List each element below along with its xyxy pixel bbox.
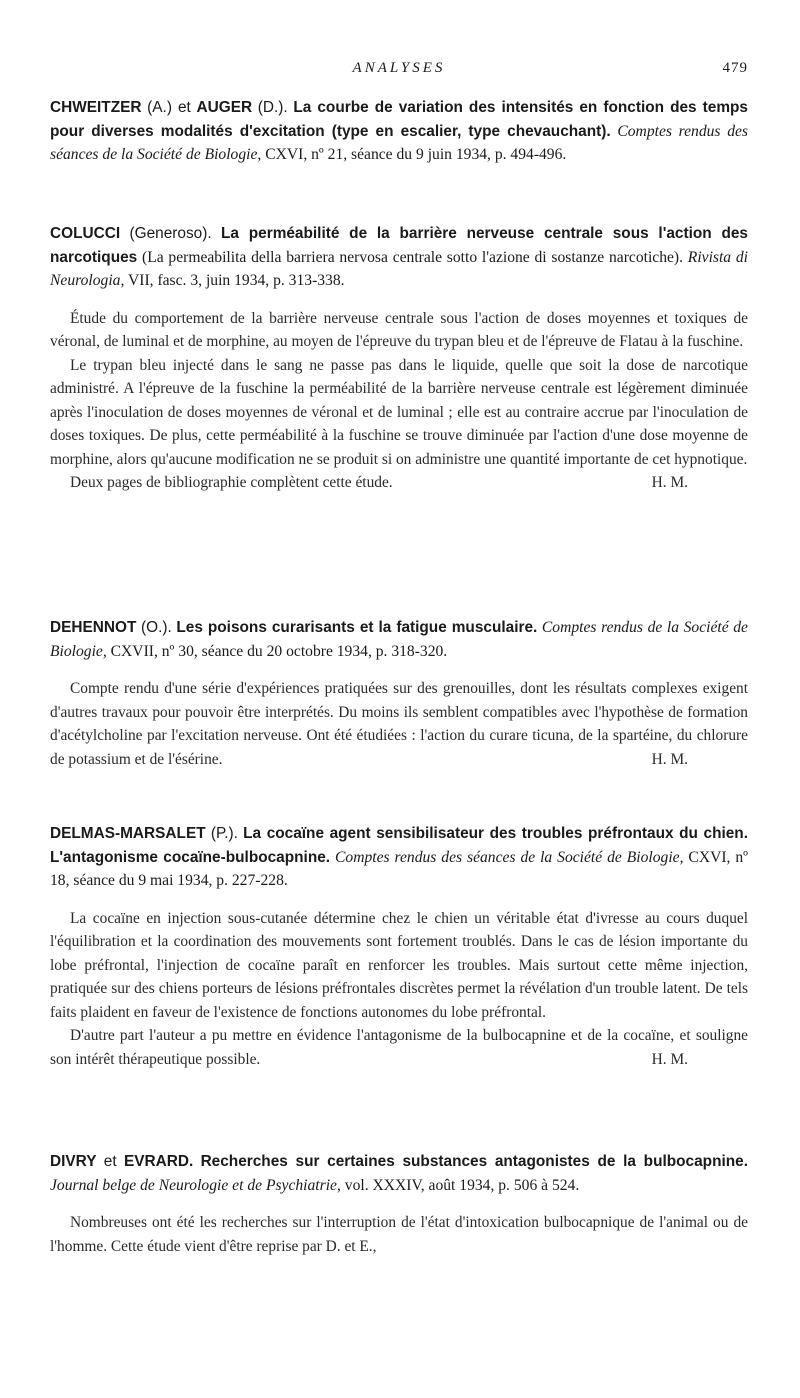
entry-abstract: [50, 907, 748, 1072]
abstract-paragraph: La cocaïne en injection sous-cutanée détermine chez le chien un véritable état d'ivresse au cours duquel l'équilibration et la coordination des mouvements sont fortement troublés. Dans le cas de lésion importante du lobe préfrontal, l'injection de cocaïne paraît en renforcer les troubles. Mais surtout cette même injection, pratiquée sur des chiens porteurs de lésions préfrontales discrètes permet la révélation d'un trouble latent. De tels faits plaident en faveur de l'existence de fonctions autonomes du lobe préfrontal.: [50, 909, 748, 1021]
entry-author: CHWEITZER: [50, 99, 142, 116]
signature: H. M.: [651, 474, 688, 491]
entry-title: La perméabilité de la barrière nerveuse centrale sous l'action des narcotiques: [50, 225, 748, 266]
entry-title: La courbe de variation des intensités en fonction des temps pour diverses modalités d'excitation (type en escalier, type chevauchant).: [50, 99, 748, 140]
entry-reference: [50, 96, 748, 167]
entry-abstract: [50, 1211, 748, 1258]
page-number: 479: [722, 60, 748, 76]
abstract-paragraph: [50, 1024, 748, 1071]
abstract-paragraph: Étude du comportement de la barrière nerveuse centrale sous l'action de doses moyennes et toxiques de véronal, de luminal et de morphine, au moyen de l'épreuve du trypan bleu et de l'épreuve de Flatau à la fuschine.: [50, 309, 748, 350]
entry-subtitle: (La permeabilita della barriera nervosa centrale sotto l'azione di sostanze narcotiche).: [142, 248, 684, 266]
entry-delmas-marsalet: [50, 822, 748, 1071]
entry-citation: vol. XXXIV, août 1934, p. 506 à 524.: [344, 1176, 580, 1194]
entry-reference: [50, 222, 748, 293]
abstract-paragraph: Le trypan bleu injecté dans le sang ne passe pas dans le liquide, quelle que soit la dose de narcotique administré. A l'épreuve de la fuschine la perméabilité de la barrière nerveuse centrale est légèrement diminuée après l'inoculation de doses moyennes de véronal et de luminal ; elle est au contraire accrue par l'inoculation de doses toxiques. De plus, cette perméabilité à la fuschine se trouve diminuée par l'action d'une dose moyenne de morphine, alors qu'aucune modification ne se produit si on administre une quantité importante de cet hypnotique.: [50, 356, 748, 468]
entry-abstract: [50, 677, 748, 771]
abstract-paragraph: Nombreuses ont été les recherches sur l'interruption de l'état d'intoxication bulbocapnique de l'animal ou de l'homme. Cette étude vient d'être reprise par D. et E.,: [50, 1214, 748, 1255]
running-head: [50, 60, 748, 80]
entry-author: DIVRY: [50, 1153, 97, 1170]
entry-author: DEHENNOT: [50, 619, 137, 636]
entry-coauthor: EVRARD.: [123, 1153, 194, 1170]
entry-coauthor: AUGER: [196, 99, 253, 116]
signature: H. M.: [651, 750, 688, 768]
entry-author: DELMAS-MARSALET: [50, 825, 206, 842]
entry-journal: Comptes rendus des séances de la Société de Biologie,: [335, 848, 684, 866]
entry-author-initials: (O.).: [140, 619, 172, 636]
abstract-text: Deux pages de bibliographie complètent cette étude.: [70, 474, 393, 491]
entry-title: Recherches sur certaines substances antagonistes de la bulbocapnine.: [200, 1153, 748, 1170]
entry-journal: Comptes rendus des séances de la Société de Biologie,: [50, 122, 748, 163]
entry-journal: Comptes rendus de la Société de Biologie,: [50, 619, 748, 660]
entry-connector: et: [103, 1153, 117, 1170]
entry-divry-evrard: [50, 1150, 748, 1258]
entry-reference: [50, 616, 748, 663]
abstract-text: Compte rendu d'une série d'expériences pratiquées sur des grenouilles, dont les résultats complexes exigent d'autres travaux pour pouvoir être interprétés. Du moins ils semblent compatibles avec l'hypothèse de formation d'acétylcholine par l'excitation nerveuse. Ont été étudiées : l'action du curare ticuna, de la spartéine, du chlorure de potassium et de l'ésérine.: [50, 680, 748, 768]
abstract-paragraph: [50, 677, 748, 771]
entry-chweitzer: [50, 96, 748, 167]
entry-dehennot: [50, 616, 748, 771]
entry-journal: Rivista di Neurologia,: [50, 248, 749, 289]
abstract-paragraph: [50, 471, 748, 495]
entry-citation: CXVI, nº 18, séance du 9 mai 1934, p. 227-228.: [50, 848, 748, 889]
entry-author-initials: (A.) et: [147, 99, 191, 116]
entry-citation: CXVI, nº 21, séance du 9 juin 1934, p. 494-496.: [265, 146, 567, 163]
running-head-title: ANALYSES: [352, 60, 446, 76]
entry-coauthor-initials: (D.).: [257, 99, 288, 116]
entry-title: La cocaïne agent sensibilisateur des troubles préfrontaux du chien. L'antagonisme cocaïne-bulbocapnine.: [50, 825, 748, 866]
entry-journal: Journal belge de Neurologie et de Psychiatrie,: [50, 1176, 341, 1194]
entry-citation: VII, fasc. 3, juin 1934, p. 313-338.: [128, 272, 345, 289]
entry-author: COLUCCI: [50, 225, 121, 242]
entry-author-initials: (P.).: [210, 825, 238, 842]
abstract-text: D'autre part l'auteur a pu mettre en évidence l'antagonisme de la bulbocapnine et de la cocaïne, et souligne son intérêt thérapeutique possible.: [50, 1027, 748, 1068]
entry-abstract: [50, 307, 748, 495]
signature: H. M.: [651, 1050, 688, 1068]
entry-colucci: [50, 222, 748, 495]
entry-reference: [50, 822, 748, 893]
entry-title: Les poisons curarisants et la fatigue musculaire.: [176, 619, 538, 636]
entry-author-initials: (Generoso).: [129, 225, 212, 242]
entry-reference: [50, 1150, 748, 1197]
entry-citation: CXVII, nº 30, séance du 20 octobre 1934, p. 318-320.: [110, 642, 448, 660]
